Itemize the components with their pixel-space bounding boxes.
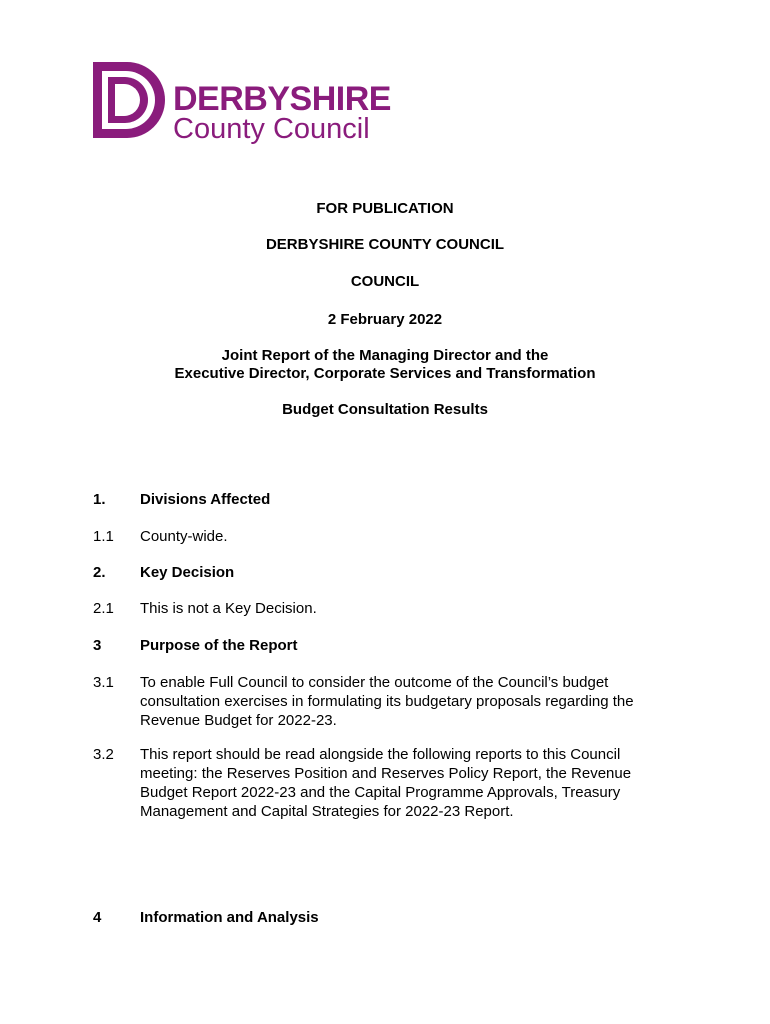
paragraph-number: 3.1 <box>93 674 114 691</box>
derbyshire-logo <box>93 62 391 145</box>
logo-text-derbyshire: DERBYSHIRE <box>173 80 391 118</box>
paragraph-text: This is not a Key Decision. <box>140 600 317 617</box>
logo-text-county-council: County Council <box>173 113 370 145</box>
paragraph-number: 3.2 <box>93 746 114 763</box>
section-number: 1. <box>93 491 106 508</box>
paragraph-number: 1.1 <box>93 528 114 545</box>
publication-label: FOR PUBLICATION <box>316 200 454 217</box>
section-number: 2. <box>93 564 106 581</box>
organisation-name: DERBYSHIRE COUNTY COUNCIL <box>265 236 505 253</box>
meeting-name: COUNCIL <box>350 273 420 290</box>
meeting-date: 2 February 2022 <box>327 311 443 328</box>
paragraph-text: To enable Full Council to consider the outcome of the Council’s budget consultation exercises in formulating its budgetary proposals regarding the Revenue Budget for 2022-23. <box>140 674 634 729</box>
section-heading: Key Decision <box>140 564 235 581</box>
paragraph-number: 2.1 <box>93 600 114 617</box>
section-number: 4 <box>93 909 102 926</box>
report-authors-line-1: Joint Report of the Managing Director and the <box>221 347 549 364</box>
report-title: Budget Consultation Results <box>282 401 488 418</box>
section-heading: Purpose of the Report <box>140 637 298 654</box>
report-authors-line-2: Executive Director, Corporate Services and Transformation <box>174 365 596 382</box>
logo-d-mark-icon <box>93 62 167 138</box>
section-number: 3 <box>93 637 102 654</box>
paragraph-text: County-wide. <box>140 528 228 545</box>
section-heading: Divisions Affected <box>140 491 271 508</box>
paragraph-text: This report should be read alongside the following reports to this Council meeting: the Reserves Position and Reserves Policy Report, the Revenue Budget Report 2022-23 and the Capital Programme Approvals, Treasury Management and Capital Strategies for 2022-23 Report. <box>140 746 632 820</box>
section-heading: Information and Analysis <box>140 909 319 926</box>
